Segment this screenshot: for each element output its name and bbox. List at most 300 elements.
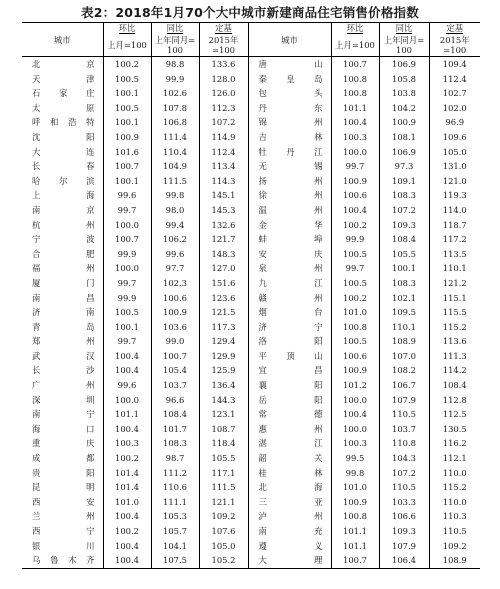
left-fixed-value: 107.6 [199,524,248,539]
header-city-left: 城市 [22,23,103,57]
left-mom-value: 101.0 [103,495,151,510]
left-fixed-value: 113.4 [199,159,248,174]
right-mom-value: 100.7 [331,553,379,568]
left-mom-value: 100.5 [103,101,151,116]
right-yoy-value: 110.5 [379,480,429,495]
right-yoy-value: 107.9 [379,539,429,554]
table-row [22,203,480,218]
left-yoy-value: 98.8 [151,57,199,72]
table-row [22,115,480,130]
left-mom-value: 100.1 [103,115,151,130]
left-city: 沈阳 [32,131,95,142]
header-fixed-left: 定基 [199,23,248,35]
right-fixed-value: 117.2 [429,232,480,247]
right-city: 丹东 [248,101,331,116]
table-row [22,466,480,481]
left-fixed-value: 128.0 [199,72,248,87]
table-row [22,145,480,160]
left-mom-value: 99.7 [103,334,151,349]
table-row [22,553,480,568]
left-fixed-value: 123.6 [199,291,248,306]
right-mom-value: 100.8 [331,72,379,87]
left-mom-value: 100.4 [103,509,151,524]
right-city: 温州 [248,203,331,218]
left-yoy-value: 111.1 [151,495,199,510]
right-fixed-value: 105.0 [429,145,480,160]
table-row [22,72,480,87]
header-yoy-sub-right: 上年同月= 100 [379,34,429,57]
left-yoy-value: 99.0 [151,334,199,349]
right-city: 遵义 [248,539,331,554]
left-yoy-value: 104.1 [151,539,199,554]
table-row [22,334,480,349]
header-mom-sub-left: 上月=100 [103,34,151,57]
table-row [22,232,480,247]
right-fixed-value: 114.0 [429,203,480,218]
right-yoy-value: 102.1 [379,291,429,306]
header-yoy-sub-left: 上年同月= 100 [151,34,199,57]
right-mom-value: 100.8 [331,509,379,524]
left-city: 重庆 [32,438,95,449]
right-yoy-value: 109.5 [379,305,429,320]
right-city: 锦州 [248,115,331,130]
left-city: 合肥 [32,248,95,259]
left-yoy-value: 105.4 [151,363,199,378]
left-yoy-value: 102.6 [151,86,199,101]
left-city: 北京 [32,59,95,69]
right-city: 泉州 [248,261,331,276]
right-fixed-value: 115.5 [429,305,480,320]
right-yoy-value: 103.7 [379,422,429,437]
left-fixed-value: 105.0 [199,539,248,554]
left-city: 西宁 [32,526,95,536]
table-row [22,188,480,203]
left-yoy-value: 98.0 [151,203,199,218]
header-yoy-left: 同比 [151,23,199,35]
right-city: 襄阳 [248,378,331,393]
left-mom-value: 100.2 [103,524,151,539]
left-yoy-value: 107.5 [151,553,199,568]
left-fixed-value: 129.9 [199,349,248,364]
left-mom-value: 100.5 [103,305,151,320]
left-fixed-value: 148.3 [199,247,248,262]
left-mom-value: 101.4 [103,466,151,481]
right-mom-value: 100.0 [331,422,379,437]
left-city: 郑州 [32,336,95,347]
table-row [22,363,480,378]
left-city: 杭州 [32,219,95,230]
left-mom-value: 100.0 [103,218,151,233]
right-city: 烟台 [248,305,331,320]
right-fixed-value: 114.2 [429,363,480,378]
left-yoy-value: 108.3 [151,436,199,451]
right-mom-value: 99.7 [331,159,379,174]
left-fixed-value: 145.3 [199,203,248,218]
left-city: 南宁 [32,409,95,420]
right-city: 洛阳 [248,334,331,349]
right-yoy-value: 107.9 [379,393,429,408]
right-yoy-value: 108.9 [379,334,429,349]
left-city: 南昌 [32,292,95,303]
right-fixed-value: 119.3 [429,188,480,203]
table-row [22,451,480,466]
right-mom-value: 100.8 [331,86,379,101]
left-fixed-value: 144.3 [199,393,248,408]
right-fixed-value: 102.7 [429,86,480,101]
price-index-table [22,22,480,569]
left-yoy-value: 103.6 [151,320,199,335]
right-fixed-value: 110.0 [429,466,480,481]
right-fixed-value: 112.8 [429,393,480,408]
left-yoy-value: 97.7 [151,261,199,276]
right-fixed-value: 113.5 [429,247,480,262]
right-yoy-value: 108.2 [379,363,429,378]
header-mom-sub-right: 上月=100 [331,34,379,57]
left-mom-value: 101.4 [103,480,151,495]
left-mom-value: 100.7 [103,232,151,247]
right-mom-value: 100.3 [331,436,379,451]
left-yoy-value: 101.7 [151,422,199,437]
left-yoy-value: 105.3 [151,509,199,524]
left-fixed-value: 133.6 [199,57,248,72]
header-fixed-sub-left: 2015年 =100 [199,34,248,57]
left-city: 太原 [32,102,95,113]
left-fixed-value: 125.9 [199,363,248,378]
left-mom-value: 99.9 [103,291,151,306]
header-city-right: 城市 [248,23,331,57]
right-fixed-value: 110.0 [429,495,480,510]
left-city: 银川 [32,540,95,551]
table-row [22,174,480,189]
left-mom-value: 100.1 [103,86,151,101]
header-fixed-right: 定基 [429,23,480,35]
right-mom-value: 100.5 [331,334,379,349]
left-yoy-value: 103.7 [151,378,199,393]
right-mom-value: 100.9 [331,363,379,378]
left-yoy-value: 110.4 [151,145,199,160]
right-yoy-value: 100.9 [379,115,429,130]
left-mom-value: 100.4 [103,422,151,437]
left-yoy-value: 106.8 [151,115,199,130]
right-yoy-value: 109.1 [379,174,429,189]
right-fixed-value: 121.2 [429,276,480,291]
left-fixed-value: 105.5 [199,451,248,466]
right-mom-value: 100.0 [331,393,379,408]
left-mom-value: 100.4 [103,553,151,568]
right-mom-value: 100.2 [331,291,379,306]
left-fixed-value: 117.1 [199,466,248,481]
right-city: 包头 [248,86,331,101]
right-mom-value: 100.8 [331,320,379,335]
left-yoy-value: 100.7 [151,349,199,364]
right-fixed-value: 110.1 [429,261,480,276]
left-city: 武汉 [32,350,95,361]
right-city: 桂林 [248,466,331,481]
left-fixed-value: 121.5 [199,305,248,320]
right-fixed-value: 112.4 [429,72,480,87]
right-city: 大理 [248,553,331,568]
right-yoy-value: 103.3 [379,495,429,510]
right-fixed-value: 108.9 [429,553,480,568]
table-title: 表2：2018年1月70个大中城市新建商品住宅销售价格指数 [81,5,419,20]
left-city: 长沙 [32,365,95,376]
right-mom-value: 101.1 [331,524,379,539]
left-yoy-value: 96.6 [151,393,199,408]
right-mom-value: 101.2 [331,378,379,393]
table-row [22,218,480,233]
table-row [22,524,480,539]
right-mom-value: 101.0 [331,480,379,495]
left-yoy-value: 111.2 [151,466,199,481]
left-mom-value: 99.7 [103,276,151,291]
left-fixed-value: 112.3 [199,101,248,116]
header-mom-right: 环比 [331,23,379,35]
left-city: 厦门 [32,277,95,288]
left-fixed-value: 136.4 [199,378,248,393]
left-city: 上海 [32,190,95,201]
left-city: 昆明 [32,482,95,493]
right-city: 无锡 [248,159,331,174]
left-fixed-value: 111.5 [199,480,248,495]
left-mom-value: 100.1 [103,320,151,335]
right-mom-value: 101.1 [331,101,379,116]
table-row [22,378,480,393]
left-mom-value: 100.9 [103,130,151,145]
right-yoy-value: 109.3 [379,524,429,539]
left-mom-value: 100.5 [103,72,151,87]
right-yoy-value: 105.8 [379,72,429,87]
left-mom-value: 100.4 [103,363,151,378]
table-row [22,276,480,291]
left-city: 南京 [32,204,95,215]
left-yoy-value: 99.4 [151,218,199,233]
right-city: 韶关 [248,451,331,466]
right-mom-value: 101.1 [331,539,379,554]
left-fixed-value: 105.2 [199,553,248,568]
left-mom-value: 100.2 [103,57,151,72]
left-mom-value: 100.4 [103,349,151,364]
table-row [22,101,480,116]
left-yoy-value: 100.6 [151,291,199,306]
right-fixed-value: 118.7 [429,218,480,233]
right-mom-value: 99.5 [331,451,379,466]
left-mom-value: 99.6 [103,188,151,203]
left-city: 广州 [32,380,95,391]
left-fixed-value: 108.7 [199,422,248,437]
left-yoy-value: 104.9 [151,159,199,174]
right-mom-value: 100.4 [331,407,379,422]
left-fixed-value: 126.0 [199,86,248,101]
left-city: 呼和浩特 [32,117,95,128]
right-city: 常德 [248,407,331,422]
left-yoy-value: 111.5 [151,174,199,189]
right-yoy-value: 107.2 [379,466,429,481]
right-yoy-value: 107.2 [379,203,429,218]
left-city: 福州 [32,263,95,274]
left-city: 贵阳 [32,467,95,478]
left-mom-value: 100.0 [103,261,151,276]
table-row [22,159,480,174]
right-city: 蚌埠 [248,232,331,247]
left-mom-value: 101.1 [103,407,151,422]
right-mom-value: 100.4 [331,115,379,130]
left-yoy-value: 99.8 [151,188,199,203]
right-fixed-value: 96.9 [429,115,480,130]
right-yoy-value: 108.3 [379,188,429,203]
left-mom-value: 100.2 [103,451,151,466]
right-city: 徐州 [248,188,331,203]
left-city: 兰州 [32,511,95,522]
table-row [22,509,480,524]
left-mom-value: 100.1 [103,174,151,189]
right-fixed-value: 109.2 [429,539,480,554]
table-row [22,422,480,437]
left-fixed-value: 117.3 [199,320,248,335]
right-mom-value: 99.8 [331,466,379,481]
left-city: 天津 [32,73,95,84]
right-yoy-value: 106.4 [379,553,429,568]
right-yoy-value: 103.8 [379,86,429,101]
right-mom-value: 100.6 [331,349,379,364]
left-yoy-value: 99.9 [151,72,199,87]
left-fixed-value: 145.1 [199,188,248,203]
right-city: 湛江 [248,436,331,451]
right-mom-value: 100.2 [331,218,379,233]
left-mom-value: 99.9 [103,247,151,262]
right-fixed-value: 121.0 [429,174,480,189]
table-row [22,320,480,335]
right-mom-value: 100.6 [331,188,379,203]
right-yoy-value: 109.3 [379,218,429,233]
right-mom-value: 100.7 [331,57,379,72]
right-mom-value: 99.7 [331,261,379,276]
right-yoy-value: 104.3 [379,451,429,466]
right-yoy-value: 106.9 [379,145,429,160]
right-yoy-value: 110.1 [379,320,429,335]
left-fixed-value: 151.6 [199,276,248,291]
left-mom-value: 100.0 [103,393,151,408]
right-mom-value: 100.9 [331,495,379,510]
table-row [22,480,480,495]
left-city: 成都 [32,453,95,464]
left-yoy-value: 98.7 [151,451,199,466]
right-fixed-value: 115.1 [429,291,480,306]
right-fixed-value: 110.5 [429,524,480,539]
right-yoy-value: 106.9 [379,57,429,72]
right-fixed-value: 109.4 [429,57,480,72]
left-city: 宁波 [32,234,95,245]
left-city: 大连 [32,146,95,157]
left-fixed-value: 129.4 [199,334,248,349]
right-city: 三亚 [248,495,331,510]
table-row [22,291,480,306]
right-yoy-value: 97.3 [379,159,429,174]
table-row [22,86,480,101]
right-city: 平顶山 [248,349,331,364]
right-yoy-value: 105.5 [379,247,429,262]
left-fixed-value: 112.4 [199,145,248,160]
right-mom-value: 100.9 [331,174,379,189]
right-city: 金华 [248,218,331,233]
right-mom-value: 100.3 [331,130,379,145]
right-fixed-value: 110.3 [429,509,480,524]
right-mom-value: 100.4 [331,203,379,218]
right-fixed-value: 131.0 [429,159,480,174]
right-city: 北海 [248,480,331,495]
left-yoy-value: 100.9 [151,305,199,320]
right-yoy-value: 100.1 [379,261,429,276]
right-mom-value: 100.5 [331,276,379,291]
left-yoy-value: 106.2 [151,232,199,247]
left-city: 济南 [32,307,95,318]
right-yoy-value: 108.1 [379,130,429,145]
right-city: 牡丹江 [248,145,331,160]
table-row [22,539,480,554]
right-fixed-value: 130.5 [429,422,480,437]
right-mom-value: 99.9 [331,232,379,247]
header-yoy-right: 同比 [379,23,429,35]
left-city: 深圳 [32,394,95,405]
left-mom-value: 99.7 [103,203,151,218]
left-city: 乌鲁木齐 [22,553,103,568]
right-fixed-value: 115.2 [429,480,480,495]
table-row [22,305,480,320]
left-fixed-value: 121.1 [199,495,248,510]
table-row [22,495,480,510]
right-city: 安庆 [248,247,331,262]
table-row [22,57,480,72]
left-yoy-value: 102.3 [151,276,199,291]
table-body [22,57,480,569]
table-row [22,407,480,422]
right-city: 九江 [248,276,331,291]
right-yoy-value: 108.3 [379,276,429,291]
left-mom-value: 100.3 [103,436,151,451]
right-city: 赣州 [248,291,331,306]
right-fixed-value: 112.1 [429,451,480,466]
left-fixed-value: 132.6 [199,218,248,233]
left-yoy-value: 105.7 [151,524,199,539]
left-city: 海口 [32,423,95,434]
right-city: 泸州 [248,509,331,524]
left-city: 长春 [32,161,95,172]
right-mom-value: 101.0 [331,305,379,320]
right-city: 济宁 [248,320,331,335]
right-yoy-value: 104.2 [379,101,429,116]
right-mom-value: 100.5 [331,247,379,262]
table-row [22,349,480,364]
header-mom-left: 环比 [103,23,151,35]
right-fixed-value: 109.6 [429,130,480,145]
left-fixed-value: 114.9 [199,130,248,145]
right-yoy-value: 106.7 [379,378,429,393]
left-mom-value: 100.7 [103,159,151,174]
left-fixed-value: 121.7 [199,232,248,247]
right-fixed-value: 102.0 [429,101,480,116]
right-city: 宜昌 [248,363,331,378]
table-row [22,436,480,451]
left-fixed-value: 107.2 [199,115,248,130]
right-yoy-value: 110.8 [379,436,429,451]
right-fixed-value: 111.3 [429,349,480,364]
table-row [22,130,480,145]
left-mom-value: 100.4 [103,539,151,554]
right-yoy-value: 106.6 [379,509,429,524]
left-yoy-value: 99.6 [151,247,199,262]
left-city: 青岛 [32,321,95,332]
table-row [22,247,480,262]
header-fixed-sub-right: 2015年 =100 [429,34,480,57]
